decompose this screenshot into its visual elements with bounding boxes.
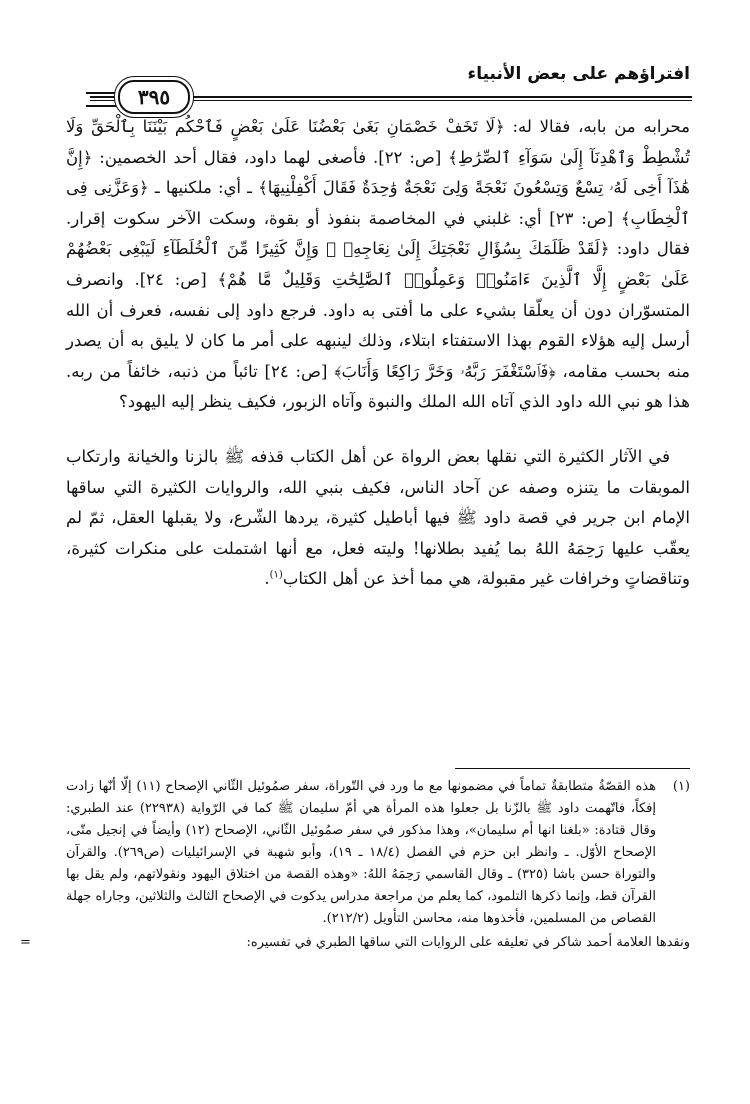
continuation-mark: = xyxy=(20,935,31,950)
quran-verse: ﴿فَٱسْتَغْفَرَ رَبَّهُۥ وَخَرَّ رَاكِعًا وَأَنَابَ﴾ xyxy=(334,361,556,381)
footnote-1 xyxy=(66,776,690,930)
text-run: محرابه من بابه، فقالا له: xyxy=(504,117,690,136)
page-number: ٣٩٥ xyxy=(118,80,190,114)
text-run: [ص: ٢٤]. وانصرف المتسوّران دون أن يعلّقا بشيء على ما أفتى به داود. فرجع داود إلى نفسه، فعرف أن الله أرسل إليه هؤلاء القوم بهذا الاستفتاء ابتلاء، وذلك لينبهه على أمر ما كان لا يليق به أن يصدر منه بحسب مقامه، xyxy=(66,269,691,381)
footnote-text: هذه القصّةُ متطابقةٌ تماماً في مضمونها مع ما ورد في التّوراة، سفر صمُوئيل الثّاني الإصحاح (١١) إلّا أنّها زادت إفكاً، فاتّهمت داود ﷺ بالزّنا بل جعلوا هذه المرأة هي أمّ سليمان ﷺ كما في الرّواية (٢٢٩٣٨) عند الطبري: وقال قتادة: «بلغنا انها أم سليمان»، وهذا مذكور في سفر صمُوئيل الثّاني، الإصحاح (١٢) وأيضاً في إنجيل متّى، الإصحاح الأوّل. ـ وانظر ابن حزم في الفصل (١٨/٤ ـ ١٩)، وأبو شهبة في الإسرائيليات (ص٢٦٩). والقرآن والتوراة حسن باشا (٣٢٥) ـ وقال القاسمي رَحِمَهُ اللهُ: «وهذه القصة من اختلاق اليهود ونقولاتهم، ولم يقل بها القرآن قط، وإنما ذكرها التلمود، كما يعلم من مراجعة مدراس يدكوت في الإصحاح الثالث والثلاثين، وجاراه جهلة القصاص من المسلمين، فأخذوها منه، محاسن التأويل (٢١٢/٢). xyxy=(66,779,656,926)
footnote-reference[interactable]: (١) xyxy=(269,569,283,581)
footnote-number: (١) xyxy=(672,779,690,794)
text-run: [ص: ٢٣] أي: غلبني في المخاصمة بنفوذ أو بقوة، وسكت الآخر سكوت إقرار. فقال داود: xyxy=(66,208,690,259)
footnote-text: ونقدها العلامة أحمد شاكر في تعليقه على الروايات التي ساقها الطبري في تفسيره: xyxy=(246,935,690,950)
quran-verse: ﴿إِنَّ هَٰذَآ أَخِى لَهُۥ تِسْعٌ وَتِسْعُونَ نَعْجَةً وَلِىَ نَعْجَةٌ وَٰحِدَةٌ فَقَالَ أَكْفِلْنِيهَا﴾ xyxy=(66,147,690,198)
quran-verse: ﴿وَعَزَّنِى فِى ٱلْخِطَابِ﴾ xyxy=(66,178,690,228)
footnotes xyxy=(20,776,690,967)
text-run: [ص: ٢٢]. فأصغى لهما داود، فقال أحد الخصمين: xyxy=(92,147,449,167)
paragraph-1 xyxy=(66,112,690,418)
paragraph-gap xyxy=(66,418,690,442)
footnote-continuation xyxy=(20,932,690,954)
text-run: [ص: ٢٤] تائباً من ذنبه، خائفاً من ربه. هذا هو نبي الله داود الذي آتاه الله الملك والنبوة وآتاه الزبور، فكيف ينظر إليه اليهود؟ xyxy=(66,361,690,412)
text-run: ـ أي: ملكنيها ـ xyxy=(148,178,259,198)
text-run: في الآثار الكثيرة التي نقلها بعض الرواة عن أهل الكتاب قذفه ﷺ بالزنا والخيانة وارتكاب الموبقات ما يتنزه وصفه عن آحاد الناس، فكيف بنبي الله، والروايات الكثيرة التي ساقها الإمام ابن جرير في قصة داود ﷺ فيها أباطيل كثيرة، يردها الشّرع، ولا يقبلها العقل، ثمّ لم يعقّب عليها رَحِمَهُ اللهُ بما يُفيد بطلانها! وليته فعل، مع أنها اشتملت على منكرات كثيرة، وتناقضاتٍ وخرافات غير مقبولة، هي مما أخذ عن أهل الكتاب xyxy=(66,446,690,589)
text-run: . xyxy=(264,569,270,589)
footnote-separator xyxy=(455,768,690,769)
header-ornament xyxy=(86,92,118,107)
running-title: افتراؤهم على بعض الأنبياء xyxy=(467,64,690,84)
quran-verse: ﴿لَا تَخَفْ خَصْمَانِ بَغَىٰ بَعْضُنَا عَلَىٰ بَعْضٍ فَٱحْكُم بَيْنَنَا بِٱلْحَقِّ وَلَا تُشْطِطْ وَٱهْدِنَآ إِلَىٰ سَوَآءِ ٱلصِّرَٰطِ﴾ xyxy=(66,117,690,167)
paragraph-2 xyxy=(66,442,690,595)
quran-verse: ﴿لَقَدْ ظَلَمَكَ بِسُؤَالِ نَعْجَتِكَ إِلَىٰ نِعَاجِهِۦ ۖ وَإِنَّ كَثِيرًا مِّنَ ٱلْخُلَطَآءِ لَيَبْغِى بَعْضُهُمْ عَلَىٰ بَعْضٍ إِلَّا ٱلَّذِينَ ءَامَنُوا۟ وَعَمِلُوا۟ ٱلصَّٰلِحَٰتِ وَقَلِيلٌ مَّا هُمْ﴾ xyxy=(66,239,690,289)
main-text xyxy=(66,112,690,595)
